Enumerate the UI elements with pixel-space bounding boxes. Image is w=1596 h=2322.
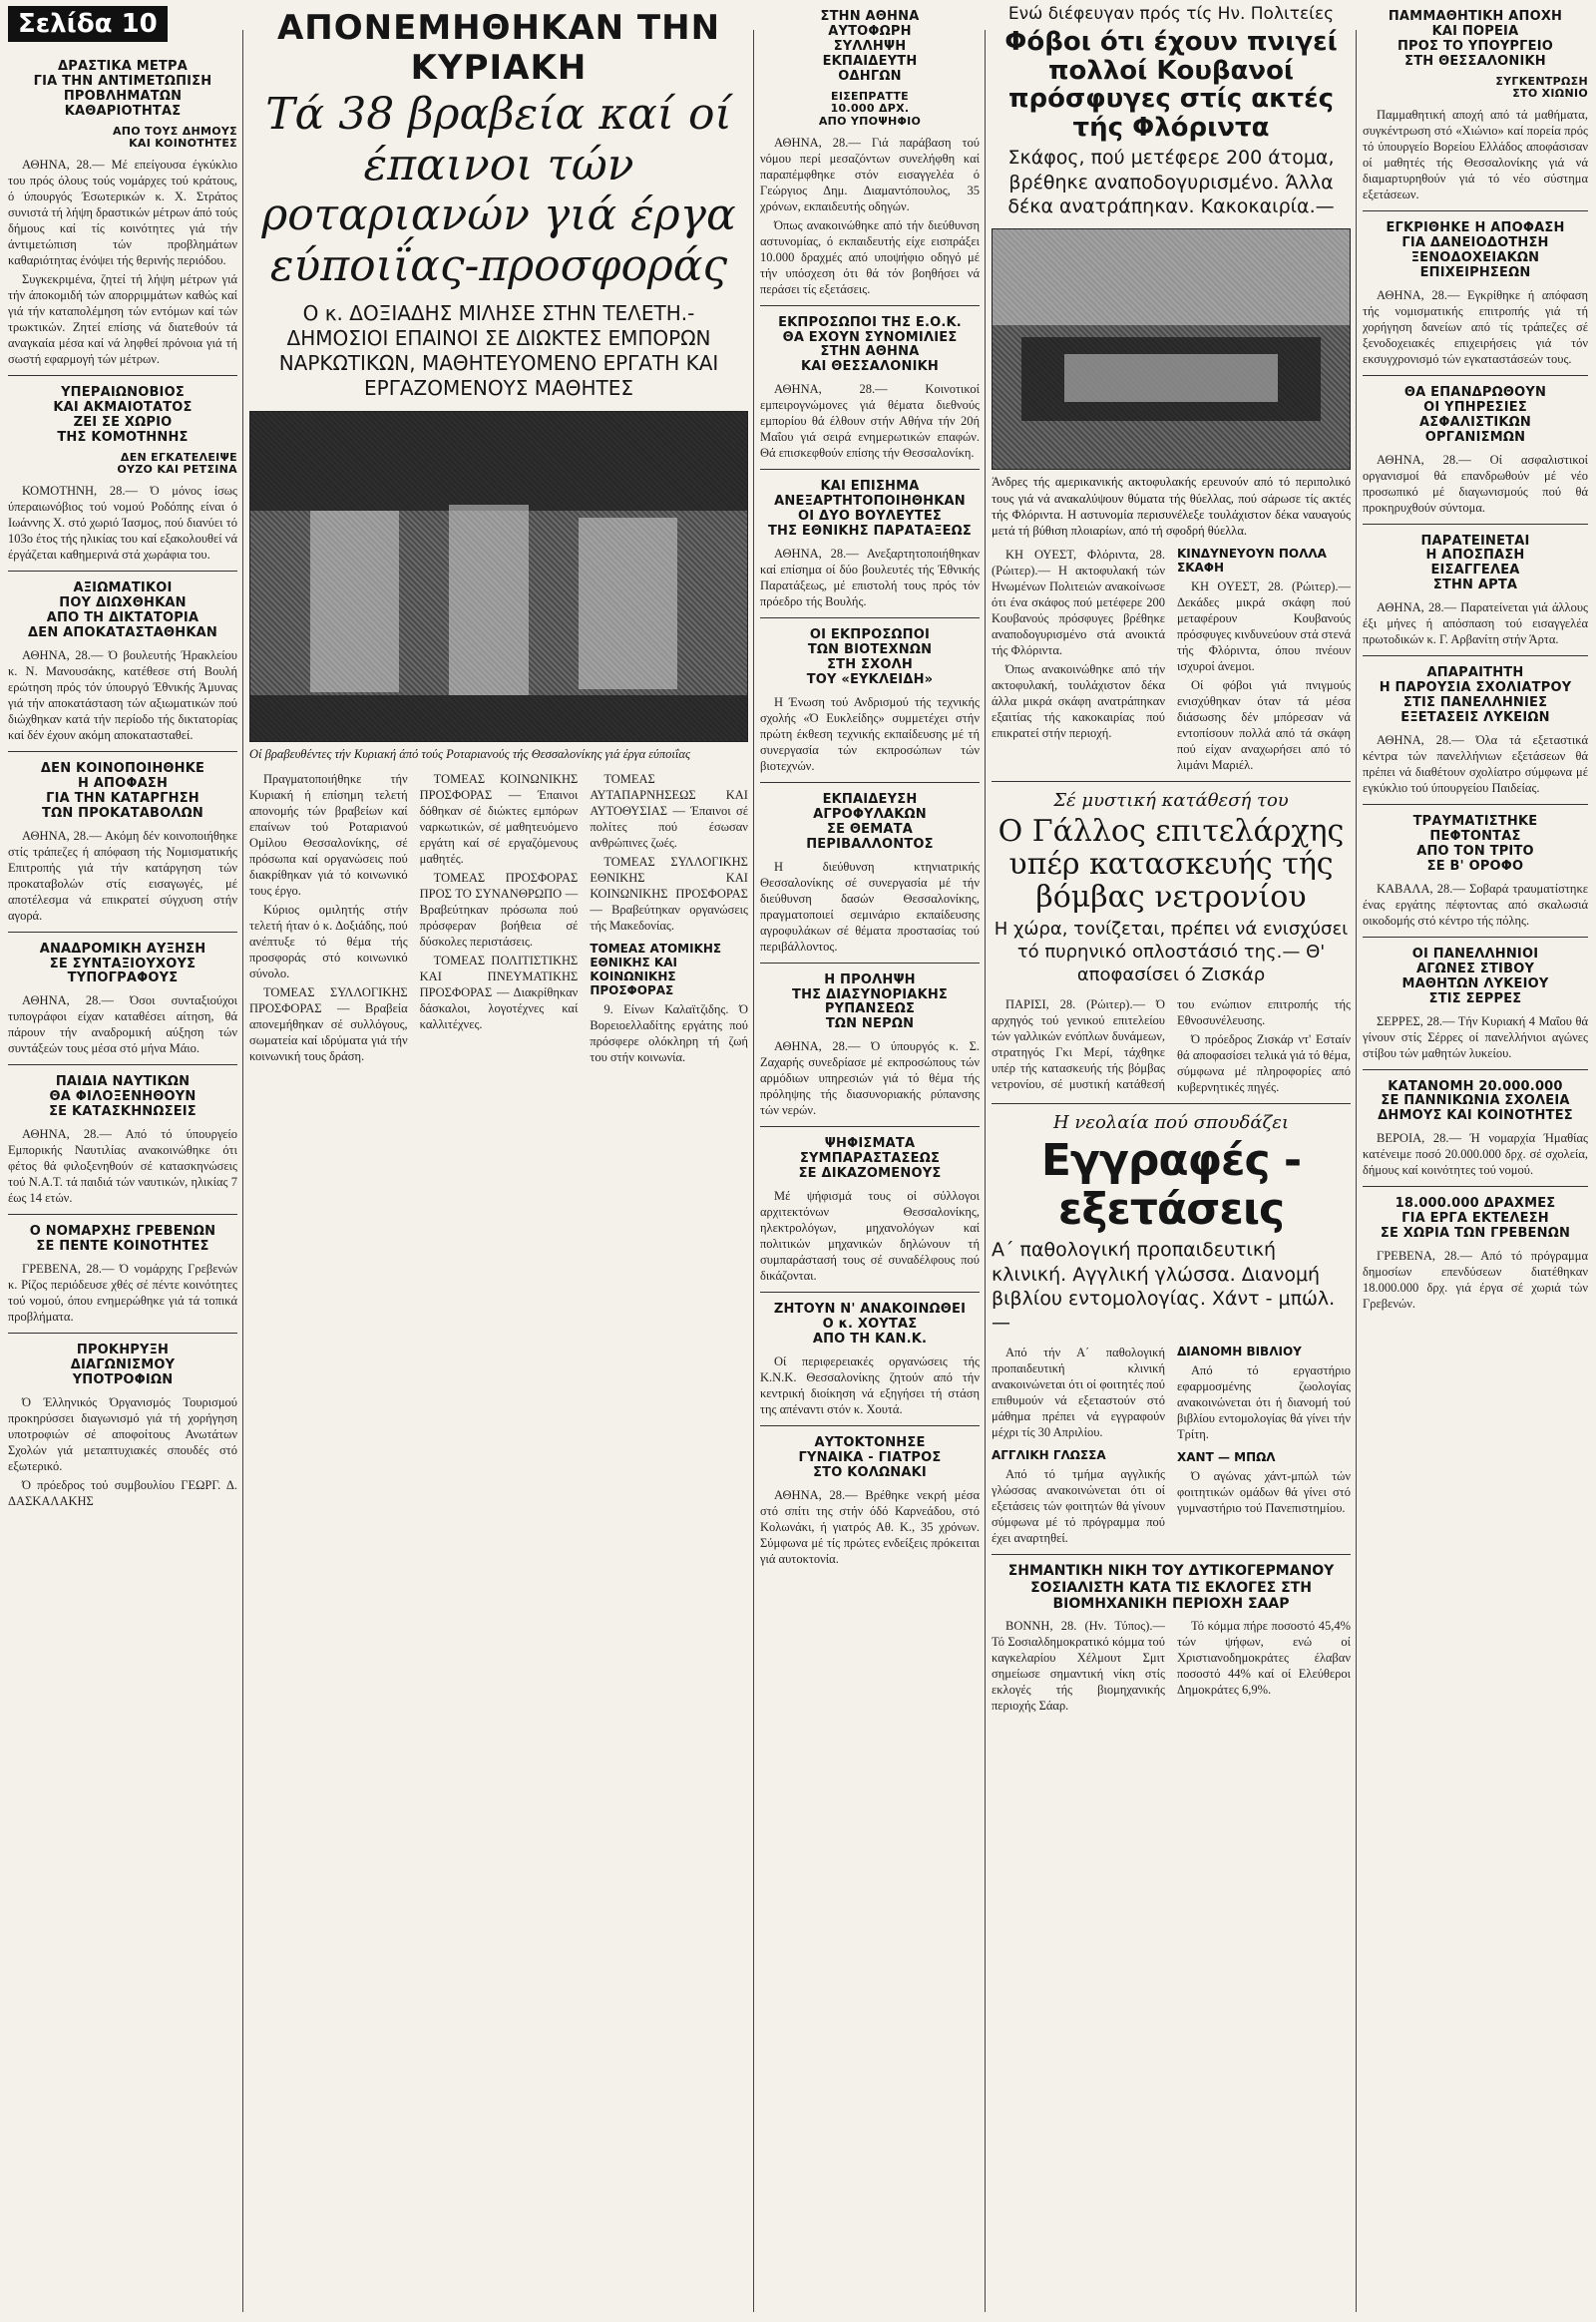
paragraph: Όπως ανακοινώθηκε από τήν διεύθυνση αστυνομίας, ό εκπαιδευτής είχε εισπράξει 10.000 δραχμές από υποψήφιο οδηγό μέ τήν υπόσχεση ότι θά τόν βοηθήσει νά περάσει τίς εξετάσεις. bbox=[760, 217, 980, 296]
paragraph: ΓΡΕΒΕΝΑ, 28.— Ό νομάρχης Γρεβενών κ. Ρίζος περιόδευσε χθές σέ πέντε κοινότητες τού νομού, όπου ενημερώθηκε γιά τά τοπικά προβλήματα. bbox=[8, 1262, 237, 1325]
column-rule bbox=[1356, 30, 1357, 2312]
story-headline: ΔΡΑΣΤΙΚΑ ΜΕΤΡΑ ΓΙΑ ΤΗΝ ΑΝΤΙΜΕΤΩΠΙΣΗ ΠΡΟΒΛΗΜΑΤΩΝ ΚΑΘΑΡΙΟΤΗΤΑΣ bbox=[33, 59, 212, 119]
divider bbox=[992, 1554, 1351, 1555]
paragraph: Όπως ανακοινώθηκε από τήν ακτοφυλακή, τουλάχιστον δέκα άλλα μικρά σκάφη ανατράπηκαν εξαιτίας τής κακοκαιρίας πού επικρατεί στήν περιοχή. bbox=[992, 662, 1165, 741]
divider bbox=[8, 751, 237, 752]
florida-title: Φόβοι ότι έχουν πνιγεί πολλοί Κουβανοί πρόσφυγες στίς ακτές τής Φλόριντα bbox=[1004, 27, 1338, 143]
story-prosecutor bbox=[1363, 535, 1588, 648]
awards-kicker: ΑΠΟΝΕΜΗΘΗΚΑΝ ΤΗΝ ΚΥΡΙΑΚΗ bbox=[276, 8, 721, 88]
paragraph: ΠΑΡΙΣΙ, 28. (Ρώιτερ).— Ό αρχηγός τού γενικού επιτελείου τών γαλλικών ενόπλων δυνάμεων, στρατηγός Γκι Μερί, τάχθηκε υπέρ τής κατασκευής τής βόμβας νετρονίου, σέ μυστική κατάθεσή του ενώπιον επιτροπής τής Εθνοσυνέλευσης. bbox=[992, 997, 1351, 1092]
column-rule bbox=[985, 30, 986, 2312]
story-headline: ΑΠΑΡΑΙΤΗΤΗ Η ΠΑΡΟΥΣΙΑ ΣΧΟΛΙΑΤΡΟΥ ΣΤΙΣ ΠΑΝΕΛΛΗΝΙΕΣ ΕΞΕΤΑΣΕΙΣ ΛΥΚΕΙΩΝ bbox=[1379, 665, 1572, 726]
french-title: Ο Γάλλος επιτελάρχης υπέρ κατασκευής τής βόμβας νετρονίου bbox=[998, 814, 1345, 916]
story-independents bbox=[760, 480, 980, 609]
paragraph: Μέ ψήφισμά τους οί σύλλογοι αρχιτεκτόνων Θεσσαλονίκης, ηλεκτρολόγων, μηχανολόγων καί πολιτικών μηχανικών δηλώνουν τή συμπαράστασή τους σέ συναδέλφους πού δικάζονται. bbox=[760, 1189, 980, 1284]
divider bbox=[8, 932, 237, 933]
divider bbox=[8, 1064, 237, 1065]
paragraph: Ό πρόεδρος Ζισκάρ ντ' Εσταίν θά αποφασίσει τελικά γιά τό θέμα, σύμφωνα μέ πληροφορίες από κυβερνητικές πηγές. bbox=[1177, 1032, 1351, 1095]
story-headline: Ο ΝΟΜΑΡΧΗΣ ΓΡΕΒΕΝΩΝ ΣΕ ΠΕΝΤΕ ΚΟΙΝΟΤΗΤΕΣ bbox=[29, 1224, 216, 1255]
story-headline: ΠΑΜΜΑΘΗΤΙΚΗ ΑΠΟΧΗ ΚΑΙ ΠΟΡΕΙΑ ΠΡΟΣ ΤΟ ΥΠΟΥΡΓΕΙΟ ΣΤΗ ΘΕΣΣΑΛΟΝΙΚΗ bbox=[1388, 9, 1563, 69]
paragraph: Οί περιφερειακές οργανώσεις τής Κ.Ν.Κ. Θεσσαλονίκης ζητούν από τήν κεντρική διοίκηση νά εξηγήσει τή στάση της απέναντι στόν κ. Χουτά. bbox=[760, 1354, 980, 1416]
story-headline: ΑΝΑΔΡΟΜΙΚΗ ΑΥΞΗΣΗ ΣΕ ΣΥΝΤΑΞΙΟΥΧΟΥΣ ΤΥΠΟΓΡΑΦΟΥΣ bbox=[39, 941, 206, 986]
story-headline: ΖΗΤΟΥΝ Ν' ΑΝΑΚΟΙΝΩΘΕΙ Ο κ. ΧΟΥΤΑΣ ΑΠΟ ΤΗ ΚΑΝ.Κ. bbox=[773, 1302, 967, 1348]
paragraph: ΑΘΗΝΑ, 28.— Εγκρίθηκε ή απόφαση τής νομισματικής επιτροπής γιά τή χορήγηση δανείων από τίς τράπεζες σέ ξενοδοχειακές επιχειρήσεις γιά τόν εκσυγχρονισμό τών εγκαταστάσεών τους. bbox=[1363, 287, 1588, 366]
paragraph: Ό Έλληνικός Όργανισμός Τουρισμού προκηρύσσει διαγωνισμό γιά τή χορήγηση υποτροφιών σέ αποφοίτους Ανωτάτων Σχολών γιά μεταπτυχιακές σπουδές στό εξωτερικό. bbox=[8, 1394, 237, 1473]
story-headline: ΑΥΤΟΚΤΟΝΗΣΕ ΓΥΝΑΙΚΑ - ΓΙΑΤΡΟΣ ΣΤΟ ΚΟΛΩΝΑΚΙ bbox=[798, 1434, 942, 1480]
paragraph: Η Ένωση τού Ανδρισμού τής τεχνικής σχολής «Ό Ευκλείδης» συμμετέχει στήν πρώτη έκθεση τεχνικής εκπαίδευσης μέ τή συνεργασία τών εκπροσώπων τών βιοτεχνών. bbox=[760, 694, 980, 773]
divider bbox=[760, 617, 980, 618]
paragraph: ΒΕΡΟΙΑ, 28.— Ή νομαρχία Ήμαθίας κατένειμε ποσό 20.000.000 δρχ. σέ σχολεία, δήμους καί κοινότητες τού νομού. bbox=[1363, 1131, 1588, 1178]
story-sailors-children bbox=[8, 1075, 237, 1206]
paragraph: Συγκεκριμένα, ζητεί τή λήψη μέτρων γιά τήν άποκομιδή τών απορριμμάτων καθώς καί γιά τήν καταπολέμηση τών εντόμων καί τών τρωκτικών. Ζητεί επίσης νά διατεθούν τά αναγκαία μέσα καί νά ληφθεί πρόνοια γιά τή σωστή εφαρμογή τών μέτρων. bbox=[8, 272, 237, 367]
story-headline: ΕΚΠΡΟΣΩΠΟΙ ΤΗΣ Ε.Ο.Κ. ΘΑ ΕΧΟΥΝ ΣΥΝΟΜΙΛΙΕΣ ΣΤΗΝ ΑΘΗΝΑ ΚΑΙ ΘΕΣΣΑΛΟΝΙΚΗ bbox=[778, 314, 962, 375]
paragraph: Παμμαθητική αποχή από τά μαθήματα, συγκέντρωση στό «Χιώνιο» καί πορεία πρός τό ύπουργείο Βορείου Ελλάδος αποφάσισαν οί μαθητές τής Θεσσαλονίκης γιά νά διαμαρτυρηθούν γιά τό νέο σύστημα εξετάσεων. bbox=[1363, 108, 1588, 202]
paragraph: ΚΗ ΟΥΕΣΤ, 28. (Ρώιτερ).— Δεκάδες μικρά σκάφη πού μεταφέρουν Κουβανούς πρόσφυγες κινδυνεύουν στά στενά τής Φλόριντα, όπου πνέουν ισχυροί άνεμοι. bbox=[1177, 580, 1351, 674]
story-headline: ΑΞΙΩΜΑΤΙΚΟΙ ΠΟΥ ΔΙΩΧΘΗΚΑΝ ΑΠΟ ΤΗ ΔΙΚΤΑΤΟΡΙΑ ΔΕΝ ΑΠΟΚΑΤΑΣΤΑΘΗΚΑΝ bbox=[28, 580, 217, 640]
story-eec bbox=[760, 316, 980, 462]
story-students bbox=[992, 1112, 1351, 1546]
paragraph: ΤΟΜΕΑΣ ΚΟΙΝΩΝΙΚΗΣ ΠΡΟΣΦΟΡΑΣ — Έπαινοι δόθηκαν σέ διώκτες εμπόρων ναρκωτικών, σέ μαθητευόμενο εργάτη καί σέ εργαζόμενους μαθητές. bbox=[419, 771, 579, 866]
french-deck: Η χώρα, τονίζεται, πρέπει νά ενισχύσει τό πυρηνικό οπλοστάσιό της.— Θ' αποφασίσει ό Ζισκάρ bbox=[994, 919, 1349, 986]
section-head: ΔΙΑΝΟΜΗ ΒΙΒΛΙΟΥ bbox=[1177, 1345, 1302, 1359]
story-grevena-prefect bbox=[8, 1225, 237, 1325]
french-body bbox=[992, 996, 1351, 1095]
paragraph: ΑΘΗΝΑ, 28.— Ό βουλευτής Ήρακλείου κ. Ν. Μανουσάκης, κατέθεσε στή Βουλή ερώτηση πρός τόν ύπουργό Έθνικής Άμυνας γιά τήν αποκατάσταση τών αξιωματικών πού διώχθηκαν κατά τήν περίοδο τής δικτατορίας καί δέν έχουν ακόμη αποκατασταθεί. bbox=[8, 647, 237, 742]
awards-deck: Ο κ. ΔΟΞΙΑΔΗΣ ΜΙΛΗΣΕ ΣΤΗΝ ΤΕΛΕΤΗ.- ΔΗΜΟΣΙΟΙ ΕΠΑΙΝΟΙ ΣΕ ΔΙΩΚΤΕΣ ΕΜΠΟΡΩΝ ΝΑΡΚΩΤΙΚΩΝ, ΜΑΘΗΤΕΥΟΜΕΝΟ ΕΡΓΑΤΗ ΚΑΙ ΕΡΓΑΖΟΜΕΝΟΥΣ ΜΑΘΗΤΕΣ bbox=[278, 301, 719, 401]
divider bbox=[760, 1425, 980, 1426]
paragraph: Τό κόμμα πήρε ποσοστό 45,4% τών ψήφων, ενώ οί Χριστιανοδημοκράτες έλαβαν ποσοστό 44% καί οί Ελεύθεροι Δημοκράτες 6,9%. bbox=[1177, 1618, 1351, 1697]
divider bbox=[8, 571, 237, 572]
story-centenarian bbox=[8, 386, 237, 563]
story-allocation bbox=[1363, 1080, 1588, 1179]
story-saar bbox=[992, 1563, 1351, 1713]
florida-deck: Σκάφος, πού μετέφερε 200 άτομα, βρέθηκε αναποδογυρισμένο. Άλλα δέκα ανατράπηκαν. Κακοκαιρία.— bbox=[1007, 147, 1335, 217]
florida-photo bbox=[992, 228, 1351, 470]
divider bbox=[1363, 655, 1588, 656]
story-scholarships bbox=[8, 1344, 237, 1509]
paragraph: ΑΘΗΝΑ, 28.— Παρατείνεται γιά άλλους έξι μήνες ή απόσπαση τού εισαγγελέα πρωτοδικών κ. Γ. Αρβανίτη στήν Άρτα. bbox=[1363, 600, 1588, 647]
story-headline: ΥΠΕΡΑΙΩΝΟΒΙΟΣ ΚΑΙ ΑΚΜΑΙΟΤΑΤΟΣ ΖΕΙ ΣΕ ΧΩΡΙΟ ΤΗΣ ΚΟΜΟΤΗΝΗΣ bbox=[53, 385, 193, 445]
paragraph: ΑΘΗΝΑ, 28.— Ανεξαρτητοποιήθηκαν καί επίσημα οί δύο βουλευτές τής Έθνικής Παρατάξεως, μέ επιστολή τους πρός τόν πρόεδρο τής Βουλής. bbox=[760, 547, 980, 609]
story-headline: ΟΙ ΠΑΝΕΛΛΗΝΙΟΙ ΑΓΩΝΕΣ ΣΤΙΒΟΥ ΜΑΘΗΤΩΝ ΛΥΚΕΙΟΥ ΣΤΙΣ ΣΕΡΡΕΣ bbox=[1401, 946, 1549, 1006]
paragraph: ΤΟΜΕΑΣ ΑΥΤΑΠΑΡΝΗΣΕΩΣ ΚΑΙ ΑΥΤΟΘΥΣΙΑΣ — Έπαινοι σέ πολίτες πού έσωσαν ανθρώπινες ζωές. bbox=[590, 771, 748, 850]
divider bbox=[760, 963, 980, 964]
divider bbox=[1363, 375, 1588, 376]
column-rule bbox=[753, 30, 754, 2312]
paragraph: ΤΟΜΕΑΣ ΣΥΛΛΟΓΙΚΗΣ ΕΘΝΙΚΗΣ ΚΑΙ ΚΟΙΝΩΝΙΚΗΣ ΠΡΟΣΦΟΡΑΣ — Βραβεύτηκαν οργανώσεις τής Μακεδονίας. bbox=[590, 854, 748, 933]
story-hotel-loans bbox=[1363, 221, 1588, 367]
florida-kicker: Ενώ διέφευγαν πρός τίς Ην. Πολιτείες bbox=[1007, 4, 1335, 24]
awards-photo bbox=[249, 411, 748, 742]
story-koutras bbox=[760, 1303, 980, 1417]
story-headline: ΚΑΙ ΕΠΙΣΗΜΑ ΑΝΕΞΑΡΤΗΤΟΠΟΙΗΘΗΚΑΝ ΟΙ ΔΥΟ ΒΟΥΛΕΥΤΕΣ ΤΗΣ ΕΘΝΙΚΗΣ ΠΑΡΑΤΑΞΕΩΣ bbox=[767, 479, 973, 540]
story-student-strike bbox=[1363, 10, 1588, 202]
paragraph: ΑΘΗΝΑ, 28.— Από τό ύπουργείο Εμπορικής Ναυτιλίας ανακοινώθηκε ότι φέτος θά φιλοξενηθούν σέ κατασκηνώσεις τού Ν.Α.Τ. τά παιδιά τών ναυτικών, ηλικίας 7 έως 14 ετών. bbox=[8, 1127, 237, 1206]
story-headline: ΣΤΗΝ ΑΘΗΝΑ ΑΥΤΟΦΩΡΗ ΣΥΛΛΗΨΗ ΕΚΠΑΙΔΕΥΤΗ ΟΔΗΓΩΝ bbox=[820, 9, 920, 84]
story-printers bbox=[8, 943, 237, 1057]
world-news-column bbox=[992, 0, 1351, 2322]
french-kicker: Σέ μυστική κατάθεσή του bbox=[1053, 790, 1289, 812]
paragraph: 9. Είνων Καλαϊτζιδης. Ό Βορειοελλαδίτης εργάτης πού πρόσφερε ολόκληρη τή ζωή του στήν κοινωνία. bbox=[590, 1001, 748, 1064]
divider bbox=[1363, 1069, 1588, 1070]
page-number-badge: Σελίδα 10 bbox=[8, 6, 168, 42]
divider bbox=[1363, 804, 1588, 805]
story-athletics bbox=[1363, 948, 1588, 1061]
paragraph: ΑΘΗΝΑ, 28.— Οί ασφαλιστικοί οργανισμοί θά επανδρωθούν μέ νέο προσωπικό μέ διαγωνισμούς πού θά προκηρυχθούν σύντομα. bbox=[1363, 452, 1588, 515]
paragraph: ΚΗ ΟΥΕΣΤ, Φλόριντα, 28. (Ρώιτερ).— Η ακτοφυλακή τών Ηνωμένων Πολιτειών ανακοίνωσε ότι ένα σκάφος πού μετέφερε 200 Κουβανούς πρόσφυγες βρέθηκε αναποδογυρισμένο στά ανοικτά τής Φλόριντα. bbox=[992, 548, 1165, 658]
story-headline: 18.000.000 ΔΡΑΧΜΕΣ ΓΙΑ ΕΡΓΑ ΕΚΤΕΛΕΣΗ ΣΕ ΧΩΡΙΑ ΤΩΝ ΓΡΕΒΕΝΩΝ bbox=[1380, 1196, 1571, 1242]
story-headline: ΕΓΚΡΙΘΗΚΕ Η ΑΠΟΦΑΣΗ ΓΙΑ ΔΑΝΕΙΟΔΟΤΗΣΗ ΞΕΝΟΔΟΧΕΙΑΚΩΝ ΕΠΙΧΕΙΡΗΣΕΩΝ bbox=[1386, 220, 1565, 280]
divider bbox=[760, 1126, 980, 1127]
students-body bbox=[992, 1345, 1351, 1546]
paragraph: ΤΟΜΕΑΣ ΠΟΛΙΤΙΣΤΙΚΗΣ ΚΑΙ ΠΝΕΥΜΑΤΙΚΗΣ ΠΡΟΣΦΟΡΑΣ — Διακρίθηκαν δάσκαλοι, λογοτέχνες καί καλλιτέχνες. bbox=[419, 953, 579, 1031]
paragraph: ΑΘΗΝΑ, 28.— Όσοι συνταξιούχοι τυπογράφοι είχαν καταθέσει αίτηση, θά πάρουν τήν αναδρομική αύξηση τών συντάξεών τους μέσα στό μήνα Μάιο. bbox=[8, 993, 237, 1056]
story-school-doctor bbox=[1363, 666, 1588, 796]
divider bbox=[760, 469, 980, 470]
story-suicide bbox=[760, 1436, 980, 1567]
story-headline: ΤΡΑΥΜΑΤΙΣΤΗΚΕ ΠΕΦΤΟΝΤΑΣ ΑΠΟ ΤΟΝ ΤΡΙΤΟ ΣΕ Β' ΟΡΟΦΟ bbox=[1412, 814, 1538, 874]
paragraph: ΓΡΕΒΕΝΑ, 28.— Από τό πρόγραμμα δημοσίων επενδύσεων διατέθηκαν 18.000.000 δρχ. γιά έργα σέ χωριά τών Γρεβενών. bbox=[1363, 1249, 1588, 1312]
divider bbox=[1363, 1186, 1588, 1187]
story-headline: ΟΙ ΕΚΠΡΟΣΩΠΟΙ ΤΩΝ ΒΙΟΤΕΧΝΩΝ ΣΤΗ ΣΧΟΛΗ ΤΟΥ «ΕΥΚΛΕΙΔΗ» bbox=[806, 627, 934, 687]
paragraph: ΒΟΝΝΗ, 28. (Ην. Τύπος).— Τό Σοσιαλδημοκρατικό κόμμα τού καγκελαρίου Χέλμουτ Σμιτ σημείωσε σημαντική νίκη στίς εκλογές τής βιομηχανικής περιοχής Σάαρ. bbox=[992, 1618, 1165, 1713]
paragraph: ΑΘΗΝΑ, 28.— Μέ επείγουσα έγκύκλιο του πρός όλους τούς νομάρχες τού κράτους, ό ύπουργός Έσωτερικών κ. Χ. Στράτος συνιστά τή λήψη δραστικών μέτρων άπό τούς δήμους καί τίς κοινότητες γιά τήν άντιμετώπιση τών προβλημάτων καθαριότητας ένόψει τής θερινής περιόδου. bbox=[8, 158, 237, 268]
paragraph: Οί φόβοι γιά πνιγμούς ενισχύθηκαν όταν τά μέσα διάσωσης δέν μπόρεσαν νά εντοπίσουν πολλά από τά σκάφη πού είχαν αναχωρήσει από τό λιμάνι Μαριέλ. bbox=[1177, 678, 1351, 773]
story-headline: ΨΗΦΙΣΜΑΤΑ ΣΥΜΠΑΡΑΣΤΑΣΕΩΣ ΣΕ ΔΙΚΑΖΟΜΕΝΟΥΣ bbox=[798, 1136, 942, 1182]
students-title: Εγγραφές - εξετάσεις bbox=[1040, 1135, 1302, 1235]
divider bbox=[8, 1333, 237, 1334]
story-headline: ΚΑΤΑΝΟΜΗ 20.000.000 ΣΕ ΠΑΝΝΙΚΩΝΙΑ ΣΧΟΛΕΙΑ ΔΗΜΟΥΣ ΚΑΙ ΚΟΙΝΟΤΗΤΕΣ bbox=[1378, 1078, 1573, 1124]
paragraph: ΑΘΗΝΑ, 28.— Κοινοτικοί εμπειρογνώμονες γιά θέματα διεθνούς εμπορίου θά έλθουν στήν Αθήνα τήν 20ή Μαΐου γιά σειρά ενημερωτικών επαφών. Θά επισκεφθούν επίσης τήν Θεσσαλονίκη. bbox=[760, 382, 980, 461]
paragraph: ΚΟΜΟΤΗΝΗ, 28.— Ό μόνος ίσως ύπεραιωνόβιος τού νομού Ροδόπης είναι ό Ιωάννης Χ. στό χωριό Ίασμος, πού διανύει τό 103ο έτος τής ηλικίας του καί εξακολουθεί νά έργάζεται καθημερινά στά χωράφια του. bbox=[8, 484, 237, 563]
middle-column bbox=[760, 0, 980, 2322]
divider bbox=[1363, 524, 1588, 525]
story-cleanliness bbox=[8, 60, 237, 367]
divider bbox=[1363, 937, 1588, 938]
paragraph: ΣΕΡΡΕΣ, 28.— Τήν Κυριακή 4 Μαΐου θά γίνουν στίς Σέρρες οί πανελλήνιοι αγώνες στίβου τών μαθητών λυκείου. bbox=[1363, 1013, 1588, 1060]
story-headline: ΔΕΝ ΚΟΙΝΟΠΟΙΗΘΗΚΕ Η ΑΠΟΦΑΣΗ ΓΙΑ ΤΗΝ ΚΑΤΑΡΓΗΣΗ ΤΩΝ ΠΡΟΚΑΤΑΒΟΛΩΝ bbox=[40, 760, 205, 821]
paragraph: ΑΘΗΝΑ, 28.— Βρέθηκε νεκρή μέσα στό σπίτι της στήν όδό Καρνεάδου, στό Κολωνάκι, ή γιατρός Αθ. Κ., 35 χρόνων. Σύμφωνα μέ τίς πρώτες ενδείξεις πρόκειται γιά αυτοκτονία. bbox=[760, 1487, 980, 1566]
story-headline: ΠΑΡΑΤΕΙΝΕΤΑΙ Η ΑΠΟΣΠΑΣΗ ΕΙΣΑΓΓΕΛΕΑ ΣΤΗΝ ΑΡΤΑ bbox=[1420, 533, 1530, 593]
divider bbox=[760, 782, 980, 783]
paragraph: Από τήν Α΄ παθολογική προπαιδευτική κλινική ανακοινώνεται ότι οί φοιτητές πού επιθυμούν νά εξεταστούν στό μάθημα πρέπει νά εγγραφούν μέχρι τίς 30 Απριλίου. bbox=[992, 1346, 1165, 1440]
students-deck: Α΄ παθολογική προπαιδευτική κλινική. Αγγλική γλώσσα. Διανομή βιβλίου εντομολογίας. Χάντ - μπώλ.— bbox=[992, 1239, 1336, 1335]
florida-body bbox=[992, 547, 1351, 773]
section-head: ΧΑΝΤ — ΜΠΩΛ bbox=[1177, 1450, 1276, 1465]
story-environment bbox=[760, 793, 980, 955]
story-subhead: ΔΕΝ ΕΓΚΑΤΕΛΕΙΨΕ ΟΥΖΟ ΚΑΙ ΡΕΤΣΙΝΑ bbox=[117, 450, 237, 477]
story-subhead: ΣΥΓΚΕΝΤΡΩΣΗ ΣΤΟ ΧΙΩΝΙΟ bbox=[1495, 74, 1588, 101]
divider bbox=[760, 305, 980, 306]
divider bbox=[760, 1292, 980, 1293]
paragraph: Πραγματοποιήθηκε τήν Κυριακή ή επίσημη τελετή απονομής τών βραβείων καί επαίνων τού Ροταριανού Ομίλου Θεσσαλονίκης, σέ πρόσωπα καί οργανώσεις πού διακρίθηκαν γιά τό κοινωνικό τους έργο. bbox=[249, 771, 408, 898]
paragraph: Από τό εργαστήριο εφαρμοσμένης ζωολογίας ανακοινώνεται ότι ή διανομή τού βιβλίου εντομολογίας θά γίνει τήν Τρίτη. bbox=[1177, 1363, 1351, 1442]
divider bbox=[992, 1103, 1351, 1104]
divider bbox=[1363, 210, 1588, 211]
story-pollution bbox=[760, 973, 980, 1119]
paragraph: Κύριος ομιλητής στήν τελετή ήταν ό κ. Δοξιάδης, πού ανέπτυξε τό θέμα τής προσφοράς στό κοινωνικό σύνολο. bbox=[249, 902, 408, 980]
story-headline: ΘΑ ΕΠΑΝΔΡΩΘΟΥΝ ΟΙ ΥΠΗΡΕΣΙΕΣ ΑΣΦΑΛΙΣΤΙΚΩΝ ΟΡΓΑΝΙΣΜΩΝ bbox=[1403, 384, 1547, 445]
story-neutron-bomb bbox=[992, 790, 1351, 1095]
paragraph: ΑΘΗΝΑ, 28.— Όλα τά εξεταστικά κέντρα τών πανελλήνιων εξετάσεων θά πρέπει νά διαθέτουν σχολίατρο σύμφωνα μέ εγκύκλιο τού ύπουργείου Παιδείας. bbox=[1363, 733, 1588, 796]
awards-photo-caption: Οί βραβευθέντες τήν Κυριακή άπό τούς Ροταριανούς τής Θεσσαλονίκης γιά έργα εύποιΐας bbox=[249, 747, 691, 762]
story-officers bbox=[8, 581, 237, 743]
section-head: ΤΟΜΕΑΣ ΑΤΟΜΙΚΗΣ ΕΘΝΙΚΗΣ ΚΑΙ ΚΟΙΝΩΝΙΚΗΣ ΠΡΟΣΦΟΡΑΣ bbox=[590, 941, 722, 997]
saar-headline: ΣΗΜΑΝΤΙΚΗ ΝΙΚΗ ΤΟΥ ΔΥΤΙΚΟΓΕΡΜΑΝΟΥ ΣΟΣΙΑΛΙΣΤΗ ΚΑΤΑ ΤΙΣ ΕΚΛΟΓΕΣ ΣΤΗ ΒΙΟΜΗΧΑΝΙΚΗ ΠΕΡΙΟΧΗ ΣΑΑΡ bbox=[1007, 1563, 1335, 1612]
paragraph: ΚΑΒΑΛΑ, 28.— Σοβαρά τραυματίστηκε ένας εργάτης πέφτοντας από σκαλωσιά οικοδομής στό κέντρο τής πόλης. bbox=[1363, 881, 1588, 928]
column-rule bbox=[242, 30, 243, 2312]
section-head: ΚΙΝΔΥΝΕΥΟΥΝ ΠΟΛΛΑ ΣΚΑΦΗ bbox=[1177, 547, 1327, 576]
awards-title: Τά 38 βραβεία καί οί έπαινοι τών ροταριανών γιά έργα εύποιΐας-προσφοράς bbox=[261, 89, 736, 291]
paragraph: Η διεύθυνση κτηνιατρικής Θεσσαλονίκης σέ συνεργασία μέ τήν διεύθυνση δασών Θεσσαλονίκης, πραγματοποιεί σεμινάριο εκπαίδευσης αγροφυλάκων σέ θέματα προστασίας τού περιβάλλοντος. bbox=[760, 859, 980, 954]
saar-body bbox=[992, 1618, 1351, 1714]
story-grevena-works bbox=[1363, 1197, 1588, 1312]
divider bbox=[8, 1214, 237, 1215]
story-drivers bbox=[760, 10, 980, 297]
story-advances bbox=[8, 762, 237, 924]
paragraph: ΑΘΗΝΑ, 28.— Ό ύπουργός κ. Σ. Ζαχαρής συνεδρίασε μέ εκπροσώπους τών αρμόδιων υπηρεσιών γιά τό θέμα τής πρόληψης τής διασυνοριακής ρύπανσης τών νερών. bbox=[760, 1039, 980, 1118]
story-resolutions bbox=[760, 1137, 980, 1284]
paragraph: ΑΘΗΝΑ, 28.— Γιά παράβαση τού νόμου περί μεσαζόντων συνελήφθη καί παραπέμφθηκε στόν εισαγγελέα ό Γεώργιος Δημ. Διαμαντόπουλος, 35 χρόνων, εκπαιδευτής οδηγών. bbox=[760, 135, 980, 213]
section-head: ΑΓΓΛΙΚΗ ΓΛΩΣΣΑ bbox=[992, 1448, 1106, 1463]
story-industrialists bbox=[760, 628, 980, 774]
paragraph: Ό αγώνας χάντ-μπώλ τών φοιτητικών ομάδων θά γίνει στό γυμναστήριο τού Πανεπιστημίου. bbox=[1177, 1469, 1351, 1516]
signature: Ό πρόεδρος τού συμβουλίου ΓΕΩΡΓ. Δ. ΔΑΣΚΑΛΑΚΗΣ bbox=[8, 1477, 237, 1508]
story-headline: ΕΚΠΑΙΔΕΥΣΗ ΑΓΡΟΦΥΛΑΚΩΝ ΣΕ ΘΕΜΑΤΑ ΠΕΡΙΒΑΛΛΟΝΤΟΣ bbox=[806, 791, 934, 852]
left-column bbox=[8, 0, 237, 2322]
awards-body bbox=[249, 771, 748, 1065]
awards-article bbox=[249, 0, 748, 2322]
students-kicker: Η νεολαία πού σπουδάζει bbox=[1052, 1112, 1290, 1134]
story-headline: Η ΠΡΟΛΗΨΗ ΤΗΣ ΔΙΑΣΥΝΟΡΙΑΚΗΣ ΡΥΠΑΝΣΕΩΣ ΤΩΝ ΝΕΡΩΝ bbox=[792, 971, 948, 1032]
story-subhead: ΑΠΟ ΤΟΥΣ ΔΗΜΟΥΣ ΚΑΙ ΚΟΙΝΟΤΗΤΕΣ bbox=[112, 124, 237, 151]
right-column bbox=[1363, 0, 1588, 2322]
paragraph: ΑΘΗΝΑ, 28.— Ακόμη δέν κοινοποιήθηκε στίς τράπεζες ή απόφαση τής Νομισματικής Επιτροπής γιά τήν κατάργηση τών προκαταβολών στίς εισαγωγές, μέ αποτέλεσμα νά επικρατεί σύγχυση στήν αγορά. bbox=[8, 828, 237, 923]
story-headline: ΠΑΙΔΙΑ ΝΑΥΤΙΚΩΝ ΘΑ ΦΙΛΟΞΕΝΗΘΟΥΝ ΣΕ ΚΑΤΑΣΚΗΝΩΣΕΙΣ bbox=[49, 1074, 197, 1120]
divider bbox=[992, 781, 1351, 782]
paragraph: ΤΟΜΕΑΣ ΣΥΛΛΟΓΙΚΗΣ ΠΡΟΣΦΟΡΑΣ — Βραβεία απονεμήθηκαν σέ συλλόγους, σωματεία καί ιδρύματα γιά τήν κοινωνική τους δράση. bbox=[249, 984, 408, 1063]
florida-photo-caption: Άνδρες τής αμερικανικής ακτοφυλακής ερευνούν από τό περιπολικό τους γιά νά ανακαλύψουν θύματα τής θύελλας, πού σάρωσε τίς ακτές τής Φλόριντα. Η αστυνομία περισυνέλεξε τουλάχιστον δέκα ναυαγούς μετά τή βύθιση πλοιαρίων, από τή σφοδρή θύελλα. bbox=[992, 475, 1351, 539]
divider bbox=[8, 375, 237, 376]
paragraph: ΤΟΜΕΑΣ ΠΡΟΣΦΟΡΑΣ ΠΡΟΣ ΤΟ ΣΥΝΑΝΘΡΩΠΟ — Βραβεύτηκαν πρόσωπα πού πρόσφεραν βοήθεια σέ δύσκολες περιστάσεις. bbox=[419, 870, 579, 949]
story-injured bbox=[1363, 815, 1588, 929]
story-subhead: ΕΙΣΕΠΡΑΤΤΕ 10.000 ΔΡΧ. ΑΠΟ ΥΠΟΨΗΦΙΟ bbox=[818, 89, 922, 128]
story-headline: ΠΡΟΚΗΡΥΞΗ ΔΙΑΓΩΝΙΣΜΟΥ ΥΠΟΤΡΟΦΙΩΝ bbox=[70, 1343, 176, 1387]
story-insurance bbox=[1363, 386, 1588, 516]
story-florida bbox=[992, 4, 1351, 773]
paragraph: Από τό τμήμα αγγλικής γλώσσας ανακοινώνεται ότι οί εξετάσεις τών φοιτητών θά γίνουν σύμφωνα μέ τό πρόγραμμα πού έχει αναρτηθεί. bbox=[992, 1467, 1165, 1546]
